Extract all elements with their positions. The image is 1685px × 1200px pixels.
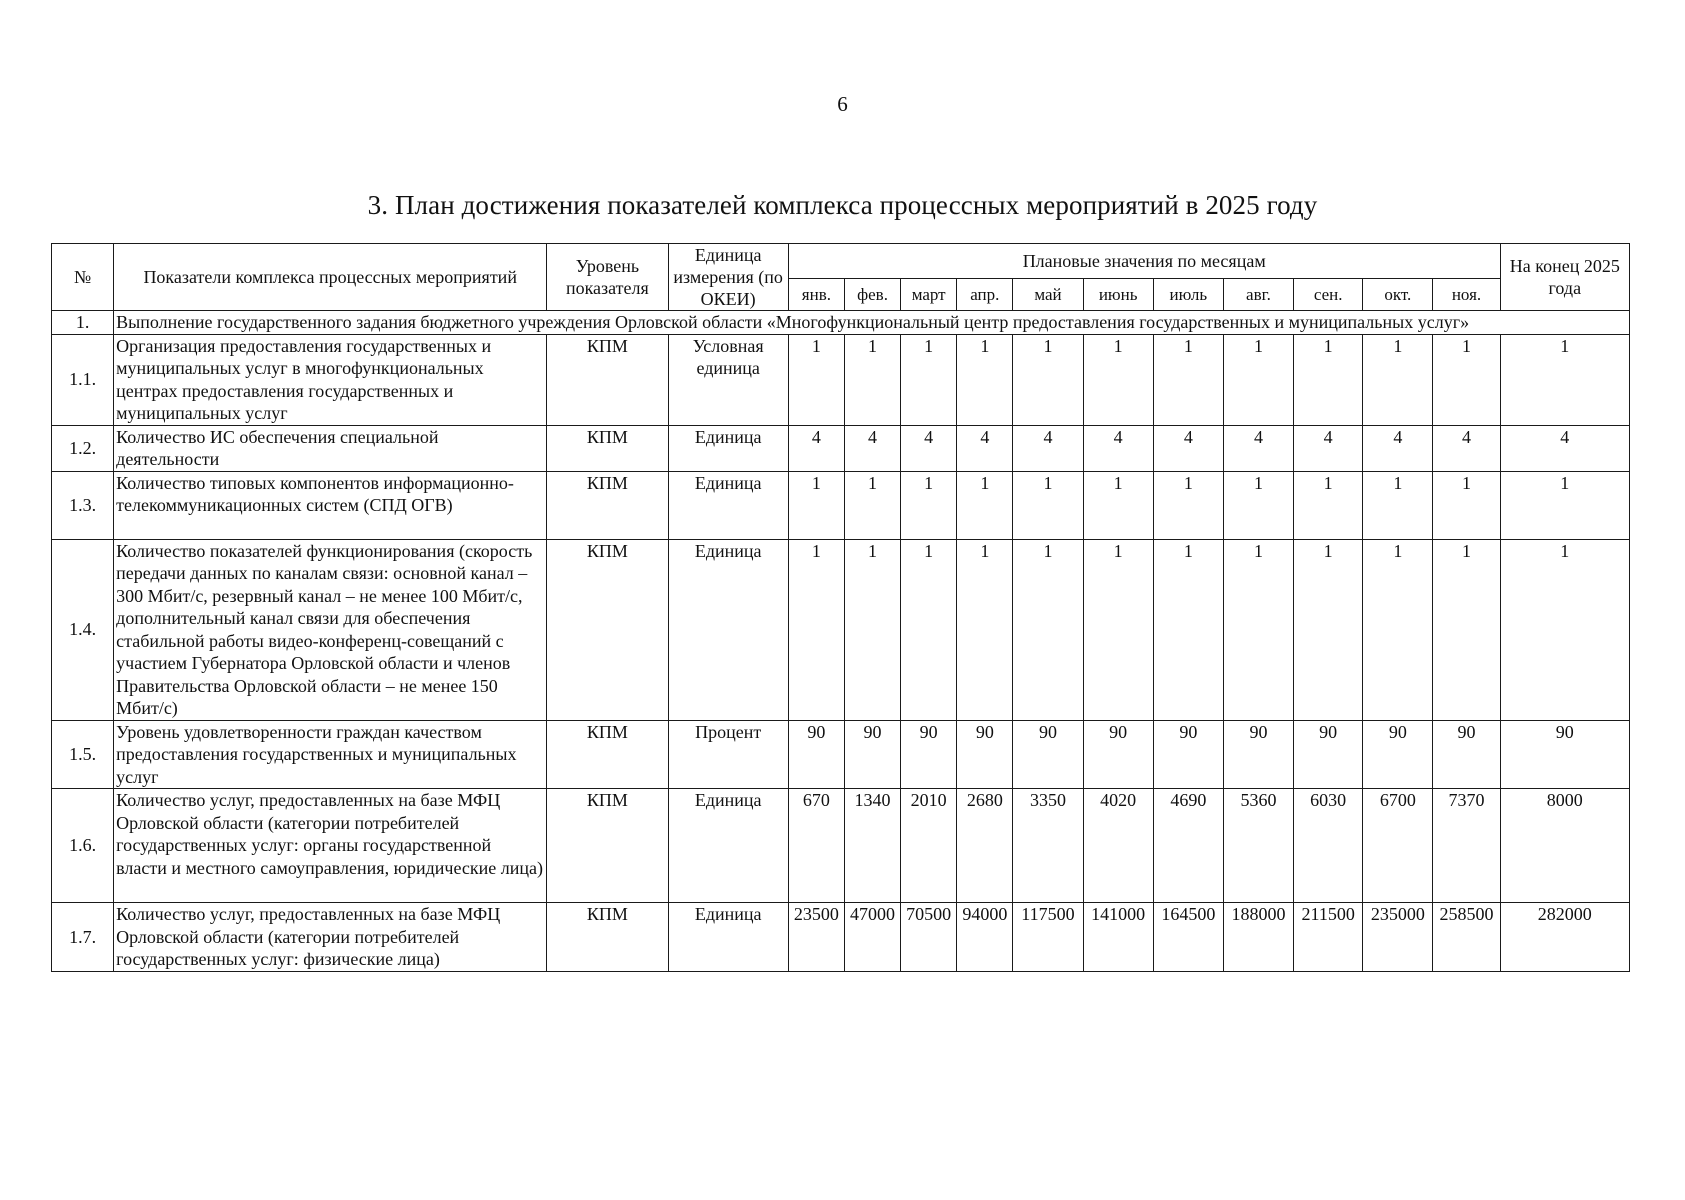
month-value: 90 [1013,720,1083,789]
table-row [52,334,1630,425]
month-value: 1 [1223,539,1293,720]
indicator-unit: Единица [668,425,788,471]
month-value: 2010 [901,789,957,903]
header-month: июль [1153,279,1223,311]
month-value: 4 [901,425,957,471]
month-value: 90 [901,720,957,789]
section-num: 1. [52,311,114,335]
month-value: 1 [1433,539,1500,720]
indicator-name: Количество типовых компонентов информационно-телекоммуникационных систем (СПД ОГВ) [114,471,547,539]
header-level: Уровень показателя [547,244,668,311]
month-value: 1 [1013,539,1083,720]
row-num: 1.3. [52,471,114,539]
end-year-value: 282000 [1500,903,1629,972]
month-value: 4 [1223,425,1293,471]
header-num: № [52,244,114,311]
page-title: 3. План достижения показателей комплекса процессных мероприятий в 2025 году [367,190,1318,220]
month-value: 1 [1083,334,1153,425]
indicator-name: Количество услуг, предоставленных на базе МФЦ Орловской области (категории потребителей государственных услуг: органы государственной власти и местного самоуправления, юридические лица) [114,789,547,903]
row-num: 1.2. [52,425,114,471]
month-value: 4 [1153,425,1223,471]
month-value: 1 [957,471,1013,539]
month-value: 4 [1433,425,1500,471]
month-value: 1340 [844,789,900,903]
table-row [52,903,1630,972]
month-value: 1 [788,471,844,539]
month-value: 6030 [1294,789,1363,903]
indicator-name: Количество услуг, предоставленных на базе МФЦ Орловской области (категории потребителей государственных услуг: физические лица) [114,903,547,972]
end-year-value: 8000 [1500,789,1629,903]
month-value: 4020 [1083,789,1153,903]
month-value: 258500 [1433,903,1500,972]
indicator-unit: Единица [668,539,788,720]
month-value: 1 [957,539,1013,720]
month-value: 1 [1433,471,1500,539]
month-value: 4690 [1153,789,1223,903]
month-value: 1 [844,539,900,720]
header-month: янв. [788,279,844,311]
month-value: 1 [1223,334,1293,425]
month-value: 164500 [1153,903,1223,972]
month-value: 1 [1153,539,1223,720]
month-value: 117500 [1013,903,1083,972]
month-value: 1 [1013,334,1083,425]
month-value: 188000 [1223,903,1293,972]
month-value: 235000 [1363,903,1433,972]
row-num: 1.6. [52,789,114,903]
month-value: 90 [1223,720,1293,789]
row-num: 1.4. [52,539,114,720]
month-value: 1 [788,334,844,425]
end-year-value: 1 [1500,539,1629,720]
indicator-unit: Единица [668,471,788,539]
month-value: 90 [1363,720,1433,789]
indicator-name: Количество ИС обеспечения специальной деятельности [114,425,547,471]
month-value: 4 [844,425,900,471]
table-row [52,425,1630,471]
month-value: 4 [1294,425,1363,471]
month-value: 1 [844,471,900,539]
month-value: 2680 [957,789,1013,903]
row-num: 1.5. [52,720,114,789]
month-value: 1 [1294,471,1363,539]
month-value: 4 [1083,425,1153,471]
header-month: март [901,279,957,311]
month-value: 1 [1363,334,1433,425]
header-month: ноя. [1433,279,1500,311]
month-value: 1 [1433,334,1500,425]
month-value: 47000 [844,903,900,972]
month-value: 1 [1294,539,1363,720]
header-month: апр. [957,279,1013,311]
header-month: май [1013,279,1083,311]
month-value: 1 [1223,471,1293,539]
indicator-unit: Единица [668,903,788,972]
header-unit: Единица измерения (по ОКЕИ) [668,244,788,311]
row-num: 1.1. [52,334,114,425]
month-value: 1 [901,471,957,539]
month-value: 1 [1294,334,1363,425]
indicator-name: Уровень удовлетворенности граждан качеством предоставления государственных и муниципальных услуг [114,720,547,789]
month-value: 670 [788,789,844,903]
month-value: 1 [1083,539,1153,720]
month-value: 23500 [788,903,844,972]
indicators-plan-table [51,243,1630,972]
month-value: 4 [1013,425,1083,471]
month-value: 1 [1153,334,1223,425]
table-row [52,539,1630,720]
indicator-level: КПМ [547,789,668,903]
month-value: 90 [1153,720,1223,789]
indicator-name: Организация предоставления государственных и муниципальных услуг в многофункциональных центрах предоставления государственных и муниципальных услуг [114,334,547,425]
month-value: 90 [788,720,844,789]
month-value: 6700 [1363,789,1433,903]
end-year-value: 1 [1500,471,1629,539]
month-value: 94000 [957,903,1013,972]
month-value: 4 [788,425,844,471]
month-value: 1 [901,539,957,720]
indicator-unit: Процент [668,720,788,789]
indicator-level: КПМ [547,425,668,471]
indicator-unit: Единица [668,789,788,903]
indicator-unit: Условная единица [668,334,788,425]
indicator-level: КПМ [547,471,668,539]
table-row [52,720,1630,789]
month-value: 70500 [901,903,957,972]
month-value: 1 [1363,539,1433,720]
month-value: 90 [957,720,1013,789]
month-value: 7370 [1433,789,1500,903]
month-value: 1 [901,334,957,425]
month-value: 90 [844,720,900,789]
month-value: 1 [788,539,844,720]
month-value: 1 [1363,471,1433,539]
header-end-year: На конец 2025 года [1500,244,1629,311]
month-value: 90 [1294,720,1363,789]
header-month: июнь [1083,279,1153,311]
header-month: сен. [1294,279,1363,311]
indicator-level: КПМ [547,720,668,789]
end-year-value: 90 [1500,720,1629,789]
month-value: 1 [1013,471,1083,539]
month-value: 1 [844,334,900,425]
indicator-level: КПМ [547,539,668,720]
indicator-level: КПМ [547,334,668,425]
header-month: авг. [1223,279,1293,311]
end-year-value: 1 [1500,334,1629,425]
indicator-name: Количество показателей функционирования (скорость передачи данных по каналам связи: основной канал – 300 Мбит/с, резервный канал – не менее 100 Мбит/с, дополнительный канал связи для обеспечения стабильной работы видео-конференц-совещаний с участием Губернатора Орловской области и членов Правительства Орловской области – не менее 150 Мбит/с) [114,539,547,720]
section-row [52,311,1630,335]
month-value: 90 [1083,720,1153,789]
month-value: 141000 [1083,903,1153,972]
row-num: 1.7. [52,903,114,972]
month-value: 3350 [1013,789,1083,903]
month-value: 1 [1083,471,1153,539]
table-row [52,471,1630,539]
table-row [52,789,1630,903]
indicator-level: КПМ [547,903,668,972]
section-title: Выполнение государственного задания бюджетного учреждения Орловской области «Многофункциональный центр предоставления государственных и муниципальных услуг» [114,311,1630,335]
month-value: 4 [1363,425,1433,471]
month-value: 5360 [1223,789,1293,903]
month-value: 4 [957,425,1013,471]
header-month: фев. [844,279,900,311]
month-value: 1 [1153,471,1223,539]
month-value: 211500 [1294,903,1363,972]
page-number: 6 [837,92,848,116]
header-indicators: Показатели комплекса процессных мероприятий [114,244,547,311]
month-value: 90 [1433,720,1500,789]
header-month: окт. [1363,279,1433,311]
header-planned-values: Плановые значения по месяцам [788,244,1500,279]
end-year-value: 4 [1500,425,1629,471]
month-value: 1 [957,334,1013,425]
